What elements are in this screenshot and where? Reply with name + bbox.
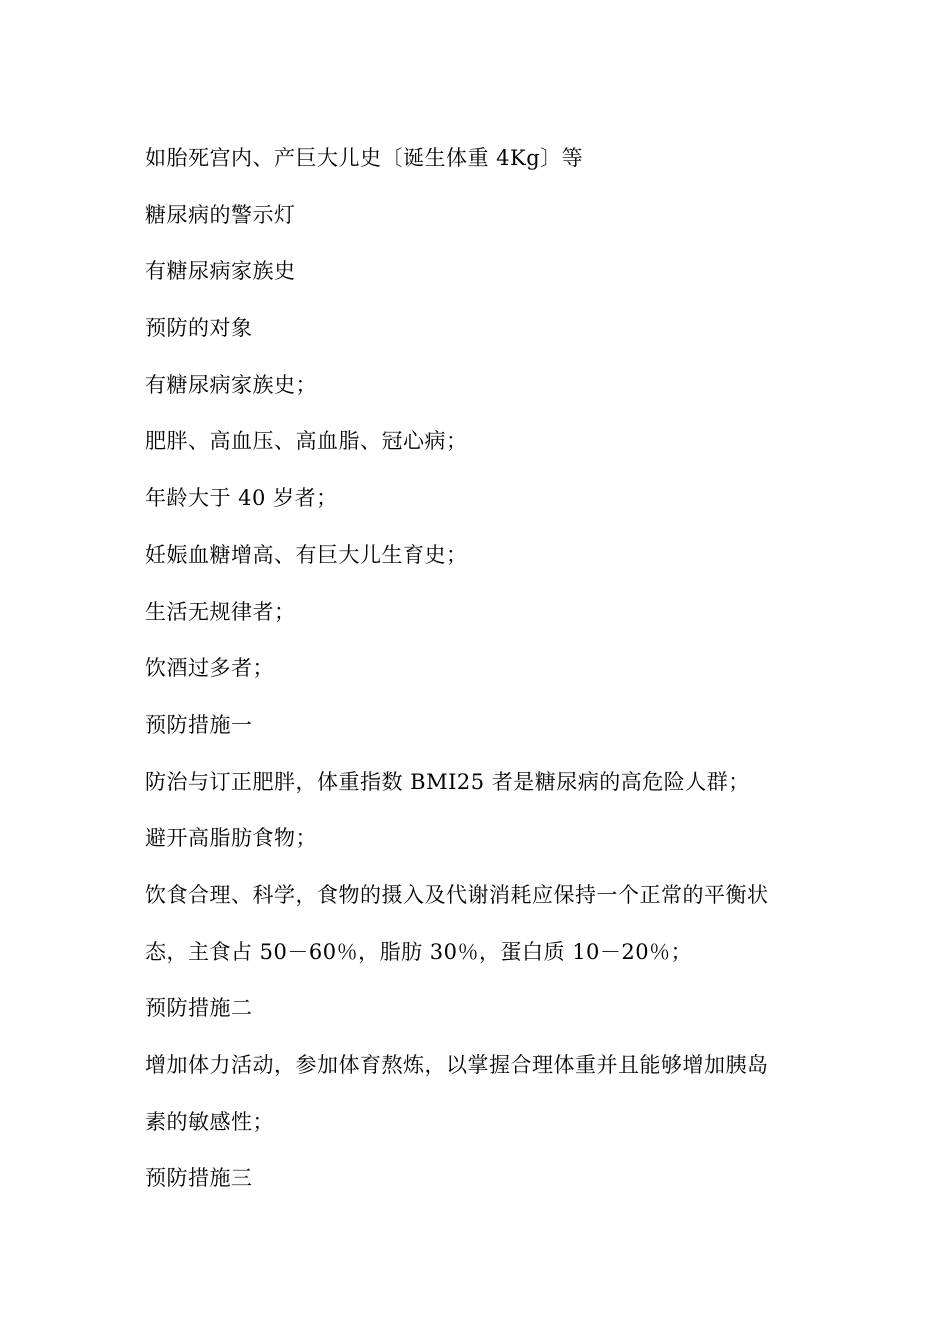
section-heading: 预防的对象 (145, 316, 253, 341)
list-item: 有糖尿病家族史； (145, 372, 317, 397)
paragraph-line: 饮食合理、科学，食物的摄入及代谢消耗应保持一个正常的平衡状 (145, 882, 769, 907)
text-line: 有糖尿病家族史 (145, 259, 296, 284)
section-heading: 预防措施一 (145, 712, 253, 737)
paragraph-line: 增加体力活动，参加体育熬炼，以掌握合理体重并且能够增加胰岛 (145, 1053, 769, 1077)
list-item: 饮酒过多者； (145, 656, 274, 681)
list-item: 防治与订正肥胖，体重指数 BMI25 者是糖尿病的高危险人群； (145, 769, 750, 794)
list-item: 生活无规律者； (145, 599, 296, 624)
section-heading: 预防措施三 (145, 1166, 253, 1191)
list-item: 年龄大于 40 岁者； (145, 486, 338, 511)
document-body (145, 130, 815, 1207)
list-item: 妊娠血糖增高、有巨大儿生育史； (145, 542, 468, 567)
section-heading: 预防措施二 (145, 996, 253, 1021)
list-item: 肥胖、高血压、高血脂、冠心病； (145, 429, 468, 454)
text-line: 糖尿病的警示灯 (145, 202, 296, 227)
text-line: 如胎死宫内、产巨大儿史〔诞生体重 4Kg〕等 (145, 146, 584, 170)
list-item: 避开高脂肪食物； (145, 826, 317, 851)
paragraph-line: 态，主食占 50－60％，脂肪 30％，蛋白质 10－20％； (145, 939, 693, 964)
paragraph-line: 素的敏感性； (145, 1109, 274, 1134)
